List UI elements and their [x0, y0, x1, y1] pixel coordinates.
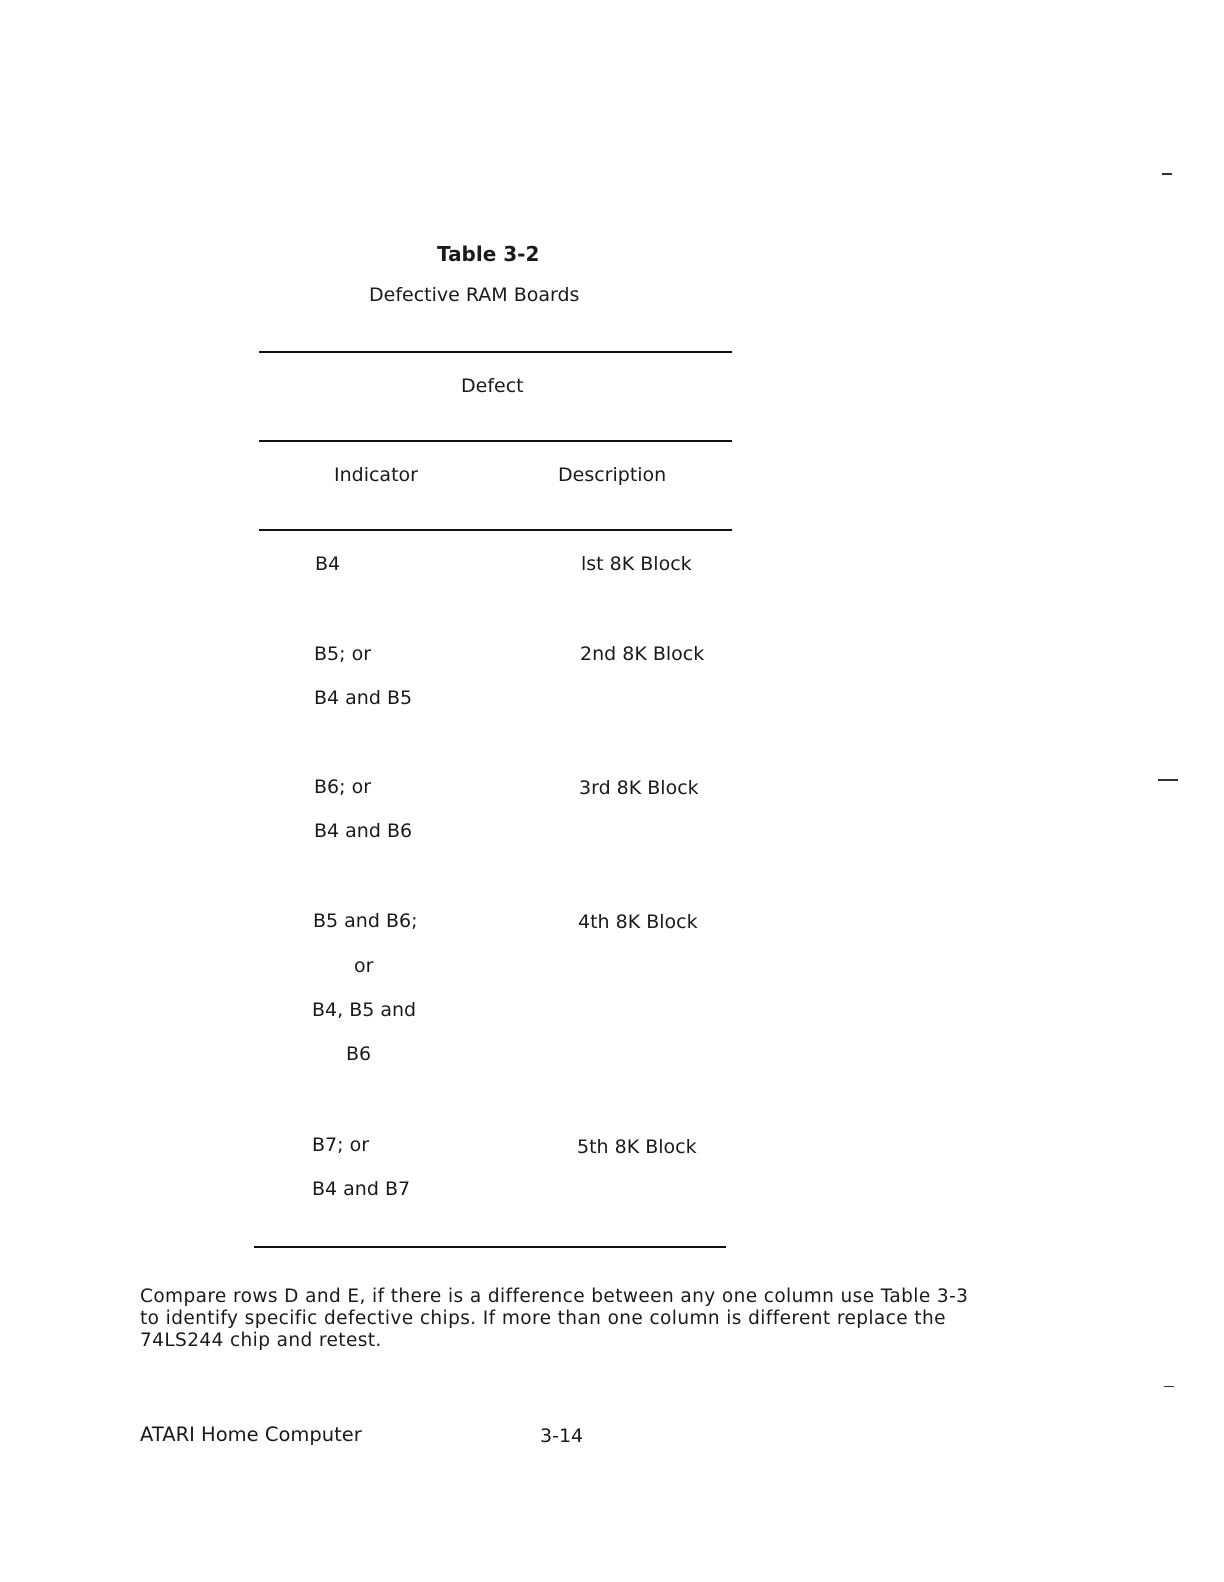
group-header-defect: Defect	[461, 375, 524, 397]
indicator-line: B4 and B6	[314, 820, 413, 842]
description-cell: 5th 8K Block	[577, 1136, 697, 1158]
table-bottom-rule	[254, 1246, 726, 1248]
description-cell: 4th 8K Block	[578, 911, 698, 933]
footer-title: ATARI Home Computer	[140, 1423, 362, 1446]
note-line: to identify specific defective chips. If more than one column is different replace the	[140, 1308, 946, 1329]
note-line: Compare rows D and E, if there is a difference between any one column use Table 3-3	[140, 1286, 969, 1307]
margin-mark	[1162, 173, 1172, 175]
margin-mark	[1158, 779, 1178, 781]
indicator-line: B4	[315, 553, 341, 575]
description-cell: 2nd 8K Block	[580, 643, 705, 665]
indicator-line: B5 and B6;	[313, 910, 418, 932]
page-number: 3-14	[540, 1425, 584, 1447]
description-cell: lst 8K Block	[581, 553, 692, 575]
column-header-description: Description	[558, 464, 667, 486]
indicator-line: B7; or	[312, 1134, 369, 1156]
table-top-rule	[259, 351, 732, 353]
margin-mark	[1164, 1386, 1174, 1387]
indicator-line: B5; or	[314, 643, 371, 665]
indicator-line: or	[354, 955, 374, 977]
indicator-line: B4, B5 and	[312, 999, 417, 1021]
table-header-rule	[259, 529, 732, 531]
column-header-indicator: Indicator	[334, 464, 418, 486]
table-number: Table 3-2	[437, 242, 540, 266]
indicator-line: B6	[346, 1043, 372, 1065]
note-paragraph	[140, 1286, 1020, 1352]
indicator-line: B4 and B7	[312, 1178, 411, 1200]
table-group-rule	[259, 440, 732, 442]
indicator-line: B4 and B5	[314, 687, 413, 709]
note-line: 74LS244 chip and retest.	[140, 1330, 382, 1351]
indicator-line: B6; or	[314, 776, 371, 798]
table-caption: Defective RAM Boards	[369, 284, 580, 306]
description-cell: 3rd 8K Block	[579, 777, 699, 799]
